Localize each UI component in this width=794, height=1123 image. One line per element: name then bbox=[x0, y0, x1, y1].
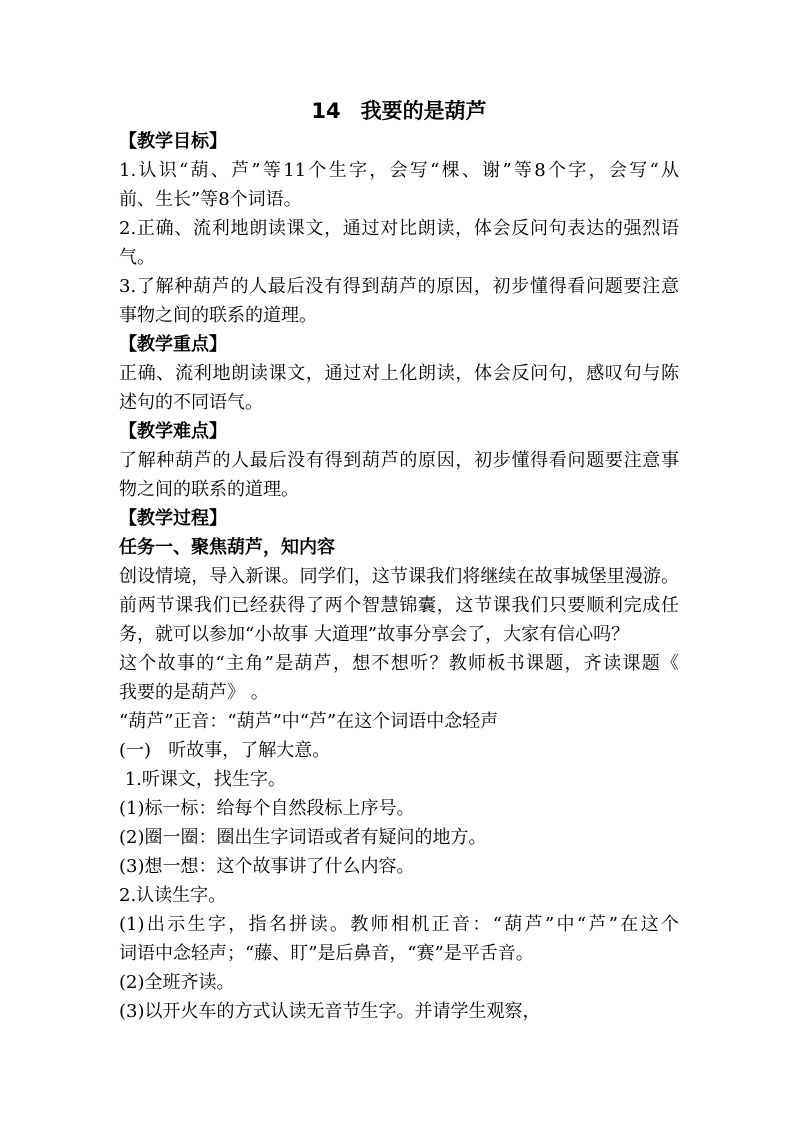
text-line: 我要的是葫芦》 。 bbox=[119, 682, 269, 703]
document-title bbox=[119, 96, 679, 126]
process-heading: 【教学过程】 bbox=[119, 508, 227, 529]
text-line: “葫芦”正音：“葫芦”中“芦”在这个词语中念轻声 bbox=[119, 711, 499, 732]
text-line: 前两节课我们已经获得了两个智慧锦囊，这节课我们只要顺利完成任 bbox=[119, 595, 679, 616]
text-line: 3.了解种葫芦的人最后没有得到葫芦的原因，初步懂得看问题要注意 bbox=[119, 276, 679, 297]
text-line: 创设情境，导入新课。同学们，这节课我们将继续在故事城堡里漫游。 bbox=[119, 566, 679, 587]
objectives-heading: 【教学目标】 bbox=[119, 131, 227, 152]
text-line: 物之间的联系的道理。 bbox=[119, 479, 299, 500]
text-line: 词语中念轻声；“藤、盯”是后鼻音，“赛”是平舌音。 bbox=[119, 943, 534, 964]
text-line: (3)以开火车的方式认读无音节生字。并请学生观察， bbox=[119, 1001, 541, 1022]
text-line: 事物之间的联系的道理。 bbox=[119, 305, 317, 326]
difficulty-heading: 【教学难点】 bbox=[119, 421, 227, 442]
lesson-number: 14 bbox=[311, 99, 341, 123]
text-line: (3)想一想：这个故事讲了什么内容。 bbox=[119, 856, 415, 877]
lesson-title: 我要的是葫芦 bbox=[360, 99, 487, 123]
text-line: (2)圈一圈：圈出生字词语或者有疑问的地方。 bbox=[119, 827, 487, 848]
task1-heading: 任务一、聚焦葫芦，知内容 bbox=[119, 537, 335, 558]
text-line: 这个故事的“主角”是葫芦，想不想听？教师板书课题，齐读课题《 bbox=[119, 653, 679, 674]
text-line: 了解种葫芦的人最后没有得到葫芦的原因，初步懂得看问题要注意事 bbox=[119, 450, 679, 471]
text-line: 1.认识“葫、芦”等11个生字，会写“棵、谢”等8个字，会写“从 bbox=[119, 160, 679, 181]
text-line: 1.听课文，找生字。 bbox=[119, 769, 286, 790]
text-line: 述句的不同语气。 bbox=[119, 392, 263, 413]
text-line: 气。 bbox=[119, 247, 155, 268]
text-line: (1)标一标：给每个自然段标上序号。 bbox=[119, 798, 415, 819]
document-page bbox=[119, 96, 679, 1026]
key-points-heading: 【教学重点】 bbox=[119, 334, 227, 355]
text-line: 正确、流利地朗读课文，通过对上化朗读，体会反问句，感叹句与陈 bbox=[119, 363, 679, 384]
text-line: 2.认读生字。 bbox=[119, 885, 227, 906]
text-line: (2)全班齐读。 bbox=[119, 972, 235, 993]
text-line: (一) 听故事，了解大意。 bbox=[119, 740, 331, 761]
text-line: 务，就可以参加“小故事 大道理”故事分享会了，大家有信心吗？ bbox=[119, 624, 630, 645]
text-line: 前、生长”等8个词语。 bbox=[119, 189, 302, 210]
text-line: 2.正确、流利地朗读课文，通过对比朗读，体会反问句表达的强烈语 bbox=[119, 218, 679, 239]
text-line: (1)出示生字，指名拼读。教师相机正音：“葫芦”中“芦”在这个 bbox=[119, 914, 679, 935]
